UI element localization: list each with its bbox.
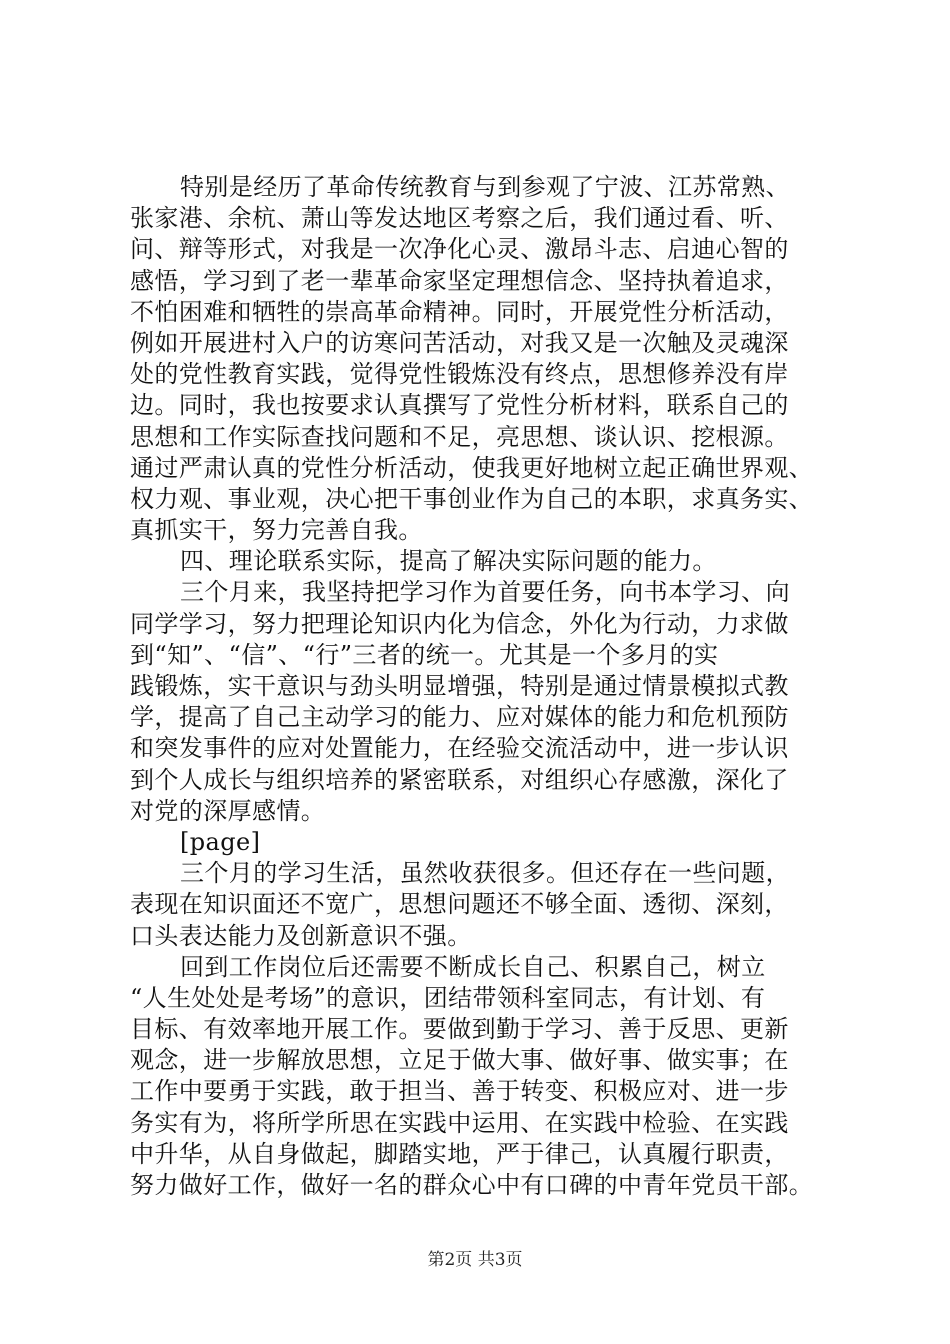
paragraph-line: 思想和工作实际查找问题和不足，亮思想、谈认识、挖根源。 xyxy=(130,422,789,451)
paragraph-line: 目标、有效率地开展工作。要做到勤于学习、善于反思、更新 xyxy=(130,1015,789,1044)
paragraph-line: 张家港、余杭、萧山等发达地区考察之后，我们通过看、听、 xyxy=(130,204,789,233)
paragraph-line: 三个月的学习生活，虽然收获很多。但还存在一些问题， xyxy=(180,859,790,888)
paragraph-line: 中升华，从自身做起，脚踏实地，严于律己，认真履行职责， xyxy=(130,1139,789,1168)
paragraph-line: 学，提高了自己主动学习的能力、应对媒体的能力和危机预防 xyxy=(130,703,789,732)
paragraph-line: 回到工作岗位后还需要不断成长自己、积累自己，树立 xyxy=(180,952,766,981)
paragraph-line: 例如开展进村入户的访寒问苦活动，对我又是一次触及灵魂深 xyxy=(130,328,789,357)
paragraph-line: 感悟，学习到了老一辈革命家坚定理想信念、坚持执着追求， xyxy=(130,266,789,295)
page-footer: 第2页 共3页 xyxy=(427,1250,523,1270)
paragraph-line: 口头表达能力及创新意识不强。 xyxy=(130,921,472,950)
paragraph-line: 和突发事件的应对处置能力，在经验交流活动中，进一步认识 xyxy=(130,734,789,763)
paragraph-line: 真抓实干，努力完善自我。 xyxy=(130,516,423,545)
paragraph-line: 到“知”、“信”、“行”三者的统一。尤其是一个多月的实 xyxy=(130,640,719,669)
paragraph-line: 同学学习，努力把理论知识内化为信念，外化为行动，力求做 xyxy=(130,609,789,638)
paragraph-line: 务实有为，将所学所思在实践中运用、在实践中检验、在实践 xyxy=(130,1108,789,1137)
section-heading: 四、理论联系实际，提高了解决实际问题的能力。 xyxy=(180,547,717,576)
page-marker: [page] xyxy=(180,827,261,856)
paragraph-line: 问、辩等形式，对我是一次净化心灵、激昂斗志、启迪心智的 xyxy=(130,235,789,264)
paragraph-line: 特别是经历了革命传统教育与到参观了宁波、江苏常熟、 xyxy=(180,173,790,201)
paragraph-line: 对党的深厚感情。 xyxy=(130,796,326,825)
paragraph-line: “人生处处是考场”的意识，团结带领科室同志，有计划、有 xyxy=(130,983,766,1012)
paragraph-line: 表现在知识面还不宽广，思想问题还不够全面、透彻、深刻， xyxy=(130,890,789,919)
paragraph-line: 三个月来，我坚持把学习作为首要任务，向书本学习、向 xyxy=(180,578,790,607)
document-body xyxy=(130,172,852,1201)
paragraph-line: 到个人成长与组织培养的紧密联系，对组织心存感激，深化了 xyxy=(130,765,789,794)
paragraph-line: 观念，进一步解放思想，立足于做大事、做好事、做实事；在 xyxy=(130,1046,789,1075)
paragraph-line: 通过严肃认真的党性分析活动，使我更好地树立起正确世界观、 xyxy=(130,453,814,482)
paragraph-line: 努力做好工作，做好一名的群众心中有口碑的中青年党员干部。 xyxy=(130,1171,814,1199)
paragraph-line: 践锻炼，实干意识与劲头明显增强，特别是通过情景模拟式教 xyxy=(130,672,789,700)
paragraph-line: 权力观、事业观，决心把干事创业作为自己的本职，求真务实、 xyxy=(130,484,814,513)
paragraph-line: 边。同时，我也按要求认真撰写了党性分析材料，联系自己的 xyxy=(130,391,789,420)
paragraph-line: 不怕困难和牺牲的崇高革命精神。同时，开展党性分析活动， xyxy=(130,297,789,326)
paragraph-line: 处的党性教育实践，觉得党性锻炼没有终点，思想修养没有岸 xyxy=(130,360,789,389)
paragraph-line: 工作中要勇于实践，敢于担当、善于转变、积极应对、进一步 xyxy=(130,1077,789,1106)
